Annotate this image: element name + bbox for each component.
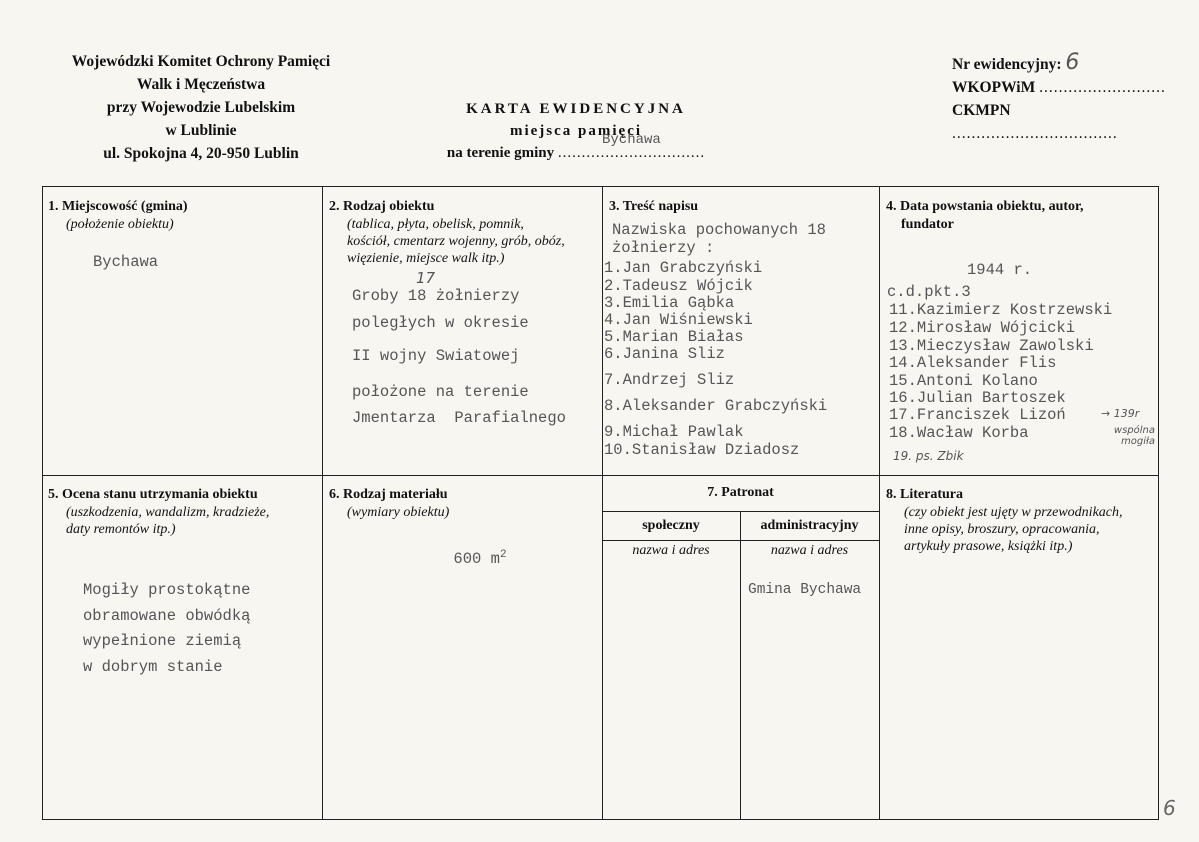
name-row: 5.Marian Białas — [604, 328, 744, 346]
admin-patron-value: Gmina Bychawa — [748, 582, 862, 598]
name-row: 8.Aleksander Grabczyński — [604, 397, 828, 415]
field-title: 2. Rodzaj obiektu — [329, 199, 435, 214]
name-row: 13.Mieczysław Zawolski — [889, 337, 1094, 355]
field-title: 1. Miejscowość (gmina) — [48, 199, 188, 214]
title-line: 4. Data powstania obiektu, autor, — [886, 199, 1084, 214]
inscription-intro: żołnierzy : — [612, 239, 715, 257]
field-title: 3. Treść napisu — [609, 199, 699, 214]
gmina-label: na terenie gminy — [446, 145, 555, 161]
ckmpn-label: CKMPN — [952, 102, 1011, 119]
name-row: 7.Andrzej Sliz — [604, 371, 735, 389]
material-size: 600 m — [453, 550, 500, 569]
nr-line — [952, 51, 1172, 76]
field-title: 5. Ocena stanu utrzymania obiektu — [48, 487, 258, 502]
title-block — [430, 98, 722, 164]
name-row: 10.Stanisław Dziadosz — [604, 441, 800, 459]
subtitle-line: (czy obiekt jest ujęty w przewodnikach, — [904, 505, 1123, 520]
object-type-line: poległych w okresie — [352, 314, 529, 332]
field-subtitle — [48, 504, 269, 538]
name-row: 3.Emilia Gąbka — [604, 294, 735, 312]
field-object-type — [322, 187, 602, 475]
hand-note: wspólna mogiła — [1113, 425, 1155, 447]
object-type-line: II wojny Swiatowej — [352, 347, 520, 365]
subtitle-line: więzienie, miejsce walk itp.) — [347, 251, 505, 266]
name-row: 1.Jan Grabczyński — [604, 259, 763, 277]
field-title — [886, 198, 1083, 234]
condition-line: wypełnione ziemią — [83, 632, 242, 650]
field-date-author — [879, 187, 1158, 475]
subtitle-line: (tablica, płyta, obelisk, pomnik, — [347, 217, 524, 232]
column-administrative: administracyjny — [760, 518, 859, 533]
gmina-value: Bychawa — [602, 132, 661, 148]
wkopwim-dots: .......................... — [1039, 79, 1166, 96]
field-subtitle — [886, 504, 1123, 555]
hand-correction: 17 — [416, 269, 436, 287]
inscription-intro: Nazwiska pochowanych 18 — [612, 221, 826, 239]
material-value — [379, 531, 507, 586]
field-title: 7. Patronat — [707, 485, 774, 500]
field-title: 8. Literatura — [886, 487, 963, 502]
field-subtitle: (wymiary obiektu) — [347, 505, 450, 520]
ckmpn-dots: .................................. — [952, 125, 1118, 142]
subtitle-line: (uszkodzenia, wandalizm, kradzieże, — [66, 505, 270, 520]
name-row: 2.Tadeusz Wójcik — [604, 277, 753, 295]
field-condition — [43, 475, 322, 819]
column-note: nazwa i adres — [770, 543, 849, 558]
column-social: społeczny — [642, 518, 700, 533]
subtitle-line: inne opisy, broszury, opracowania, — [904, 522, 1100, 537]
subtitle-line: daty remontów itp.) — [66, 522, 176, 537]
name-row: 6.Janina Sliz — [604, 345, 725, 363]
name-row: 11.Kazimierz Kostrzewski — [889, 301, 1113, 319]
name-row: 4.Jan Wiśniewski — [604, 311, 753, 329]
field-subtitle: (położenie obiektu) — [66, 217, 174, 232]
wkopwim-line — [952, 76, 1172, 99]
page-subtitle: miejsca pamięci — [509, 123, 643, 139]
field-literature — [879, 475, 1158, 819]
title-line: fundator — [901, 217, 954, 232]
gmina-dots: ............................... — [557, 145, 706, 161]
hand-note: 19. ps. Zbik — [893, 449, 964, 463]
name-row: 12.Mirosław Wójcicki — [889, 319, 1076, 337]
org-line: Wojewódzki Komitet Ochrony Pamięci — [71, 53, 331, 70]
nr-label: Nr ewidencyjny: — [952, 56, 1062, 73]
condition-line: w dobrym stanie — [83, 658, 223, 676]
hand-note: → 139r — [1101, 407, 1140, 420]
name-row: 15.Antoni Kolano — [889, 372, 1038, 390]
organisation-block — [40, 50, 362, 165]
org-line: przy Wojewodzie Lubelskim — [106, 99, 296, 116]
registry-block — [952, 51, 1172, 145]
form-grid — [42, 186, 1159, 820]
field-locality — [43, 187, 322, 475]
name-row: 17.Franciszek Lizoń — [889, 406, 1066, 424]
wkopwim-label: WKOPWiM — [952, 79, 1036, 96]
object-type-line: Jmentarza Parafialnego — [352, 409, 566, 427]
creation-year: 1944 r. — [967, 261, 1033, 279]
name-row: 9.Michał Pawlak — [604, 423, 744, 441]
continuation-note: c.d.pkt.3 — [887, 283, 971, 301]
nr-value: 6 — [1065, 50, 1080, 75]
name-row: 16.Julian Bartoszek — [889, 389, 1066, 407]
org-line: ul. Spokojna 4, 20-950 Lublin — [103, 145, 299, 162]
condition-line: Mogiły prostokątne — [83, 581, 251, 599]
subtitle-line: artykuły prasowe, książki itp.) — [904, 539, 1073, 554]
gmina-line — [430, 132, 722, 164]
page-title: KARTA EWIDENCYJNA — [466, 101, 686, 117]
condition-line: obramowane obwódką — [83, 607, 251, 625]
material-unit-sup: 2 — [499, 549, 507, 561]
column-note: nazwa i adres — [632, 543, 710, 558]
subtitle-line: kościół, cmentarz wojenny, grób, obóz, — [347, 234, 565, 249]
field-title: 6. Rodzaj materiału — [329, 487, 448, 502]
locality-value: Bychawa — [93, 253, 159, 271]
field-patronage — [602, 475, 879, 819]
ckmpn-line — [952, 99, 1172, 145]
field-inscription — [602, 187, 879, 475]
object-type-line: położone na terenie — [352, 383, 529, 401]
org-line: Walk i Męczeństwa — [136, 76, 266, 93]
name-row: 14.Aleksander Flis — [889, 354, 1057, 372]
field-subtitle — [329, 216, 565, 267]
page-mark: 6 — [1163, 796, 1176, 820]
name-row: 18.Wacław Korba — [889, 424, 1029, 442]
org-line: w Lublinie — [165, 122, 237, 139]
field-material — [322, 475, 602, 819]
object-type-line: Groby 18 żołnierzy — [352, 287, 520, 305]
